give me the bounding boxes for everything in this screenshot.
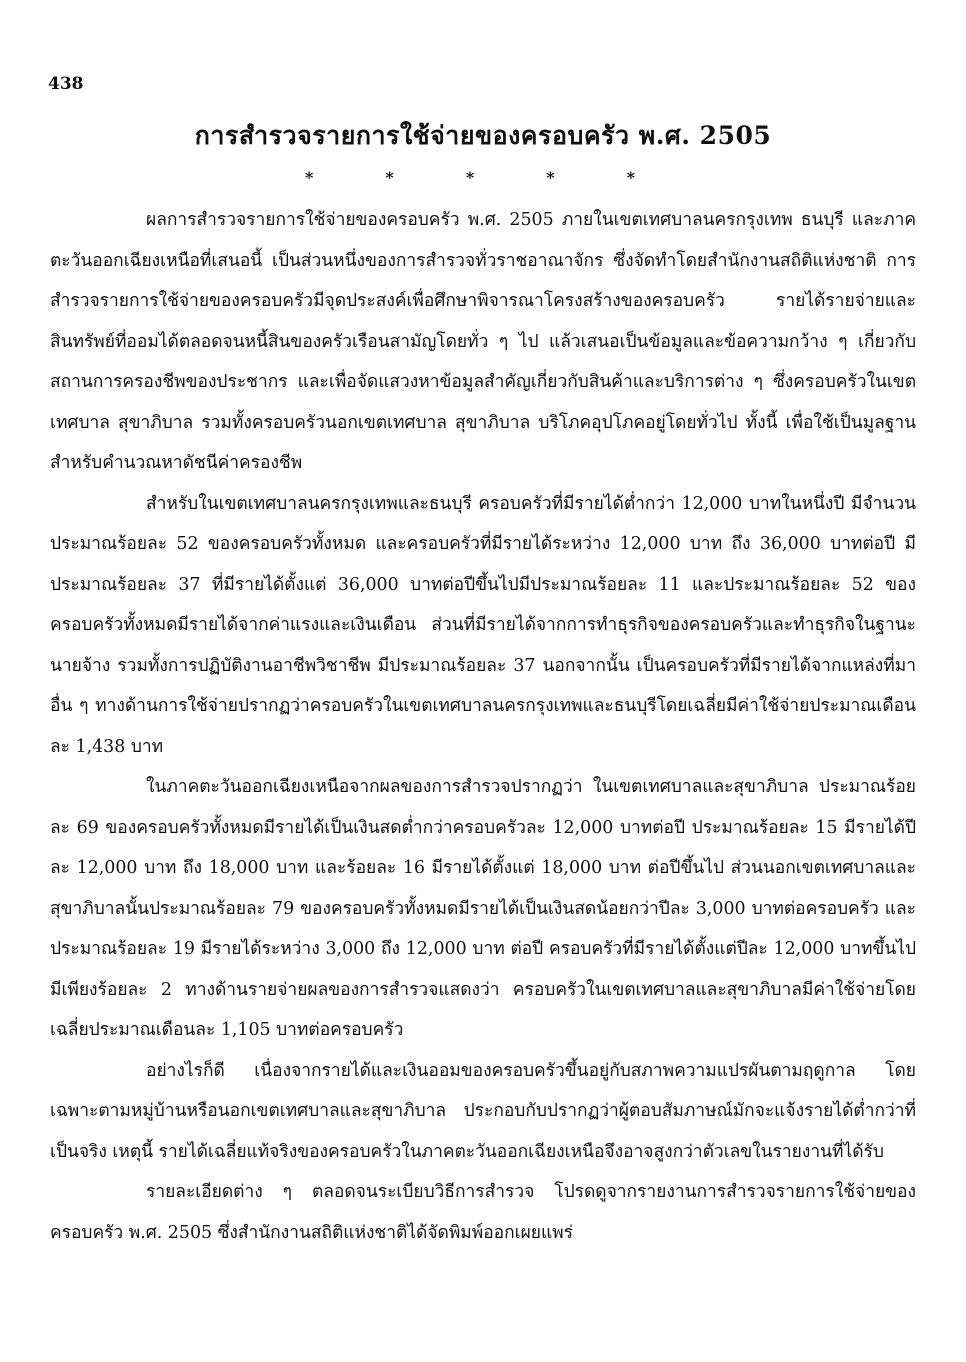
- document-body: [50, 200, 916, 1253]
- separator-star: *: [385, 168, 394, 187]
- paragraph-reference: รายละเอียดต่าง ๆ ตลอดจนระเบียบวิธีการสำรวจ โปรดดูจากรายงานการสำรวจรายการใช้จ่ายของครอบครัว พ.ศ. 2505 ซึ่งสำนักงานสถิติแห่งชาติได้จัดพิมพ์ออกเผยแพร่: [50, 1182, 916, 1243]
- separator-star: *: [305, 168, 314, 187]
- separator-stars: [305, 168, 635, 187]
- paragraph-caveat: อย่างไรก็ดี เนื่องจากรายได้และเงินออมของครอบครัวขึ้นอยู่กับสภาพความแปรผันตามฤดูกาล โดยเฉพาะตามหมู่บ้านหรือนอกเขตเทศบาลและสุขาภิบาล ประกอบกับปรากฏว่าผู้ตอบสัมภาษณ์มักจะแจ้งรายได้ต่ำกว่าที่เป็นจริง เหตุนี้ รายได้เฉลี่ยแท้จริงของครอบครัวในภาคตะวันออกเฉียงเหนือจึงอาจสูงกว่าตัวเลขในรายงานที่ได้รับ: [50, 1060, 916, 1162]
- paragraph-northeast: ในภาคตะวันออกเฉียงเหนือจากผลของการสำรวจปรากฏว่า ในเขตเทศบาลและสุขาภิบาล ประมาณร้อยละ 69 ของครอบครัวทั้งหมดมีรายได้เป็นเงินสดต่ำกว่าครอบครัวละ 12,000 บาทต่อปี ประมาณร้อยละ 15 มีรายได้ปีละ 12,000 บาท ถึง 18,000 บาท และร้อยละ 16 มีรายได้ตั้งแต่ 18,000 บาท ต่อปีขึ้นไป ส่วนนอกเขตเทศบาลและสุขาภิบาลนั้นประมาณร้อยละ 79 ของครอบครัวทั้งหมดมีรายได้เป็นเงินสดน้อยกว่าปีละ 3,000 บาทต่อครอบครัว และประมาณร้อยละ 19 มีรายได้ระหว่าง 3,000 ถึง 12,000 บาท ต่อปี ครอบครัวที่มีรายได้ตั้งแต่ปีละ 12,000 บาทขึ้นไป มีเพียงร้อยละ 2 ทางด้านรายจ่ายผลของการสำรวจแสดงว่า ครอบครัวในเขตเทศบาลและสุขาภิบาลมีค่าใช้จ่ายโดยเฉลี่ยประมาณเดือนละ 1,105 บาทต่อครอบครัว: [50, 777, 916, 1040]
- page-title: การสำรวจรายการใช้จ่ายของครอบครัว พ.ศ. 2505: [194, 121, 772, 150]
- paragraph-bangkok-thonburi: สำหรับในเขตเทศบาลนครกรุงเทพและธนบุรี ครอบครัวที่มีรายได้ต่ำกว่า 12,000 บาทในหนึ่งปี มีจำนวนประมาณร้อยละ 52 ของครอบครัวทั้งหมด และครอบครัวที่มีรายได้ระหว่าง 12,000 บาท ถึง 36,000 บาทต่อปี มีประมาณร้อยละ 37 ที่มีรายได้ตั้งแต่ 36,000 บาทต่อปีขึ้นไปมีประมาณร้อยละ 11 และประมาณร้อยละ 52 ของครอบครัวทั้งหมดมีรายได้จากค่าแรงและเงินเดือน ส่วนที่มีรายได้จากการทำธุรกิจของครอบครัวและทำธุรกิจในฐานะนายจ้าง รวมทั้งการปฏิบัติงานอาชีพวิชาชีพ มีประมาณร้อยละ 37 นอกจากนั้น เป็นครอบครัวที่มีรายได้จากแหล่งที่มาอื่น ๆ ทางด้านการใช้จ่ายปรากฏว่าครอบครัวในเขตเทศบาลนครกรุงเทพและธนบุรีโดยเฉลี่ยมีค่าใช้จ่ายประมาณเดือนละ 1,438 บาท: [50, 493, 916, 757]
- separator-star: *: [465, 168, 475, 187]
- page-number: 438: [48, 74, 84, 94]
- separator-star: *: [546, 168, 555, 187]
- separator-star: *: [626, 168, 635, 187]
- paragraph-introduction: ผลการสำรวจรายการใช้จ่ายของครอบครัว พ.ศ. 2505 ภายในเขตเทศบาลนครกรุงเทพ ธนบุรี และภาคตะวันออกเฉียงเหนือที่เสนอนี้ เป็นส่วนหนึ่งของการสำรวจทั่วราชอาณาจักร ซึ่งจัดทำโดยสำนักงานสถิติแห่งชาติ การสำรวจรายการใช้จ่ายของครอบครัวมีจุดประสงค์เพื่อศึกษาพิจารณาโครงสร้างของครอบครัว รายได้รายจ่ายและสินทรัพย์ที่ออมได้ตลอดจนหนี้สินของครัวเรือนสามัญโดยทั่ว ๆ ไป แล้วเสนอเป็นข้อมูลและข้อความกว้าง ๆ เกี่ยวกับสถานการครองชีพของประชากร และเพื่อจัดแสวงหาข้อมูลสำคัญเกี่ยวกับสินค้าและบริการต่าง ๆ ซึ่งครอบครัวในเขตเทศบาล สุขาภิบาล รวมทั้งครอบครัวนอกเขตเทศบาล สุขาภิบาล บริโภคอุปโภคอยู่โดยทั่วไป ทั้งนี้ เพื่อใช้เป็นมูลฐานสำหรับคำนวณหาดัชนีค่าครองชีพ: [50, 210, 916, 473]
